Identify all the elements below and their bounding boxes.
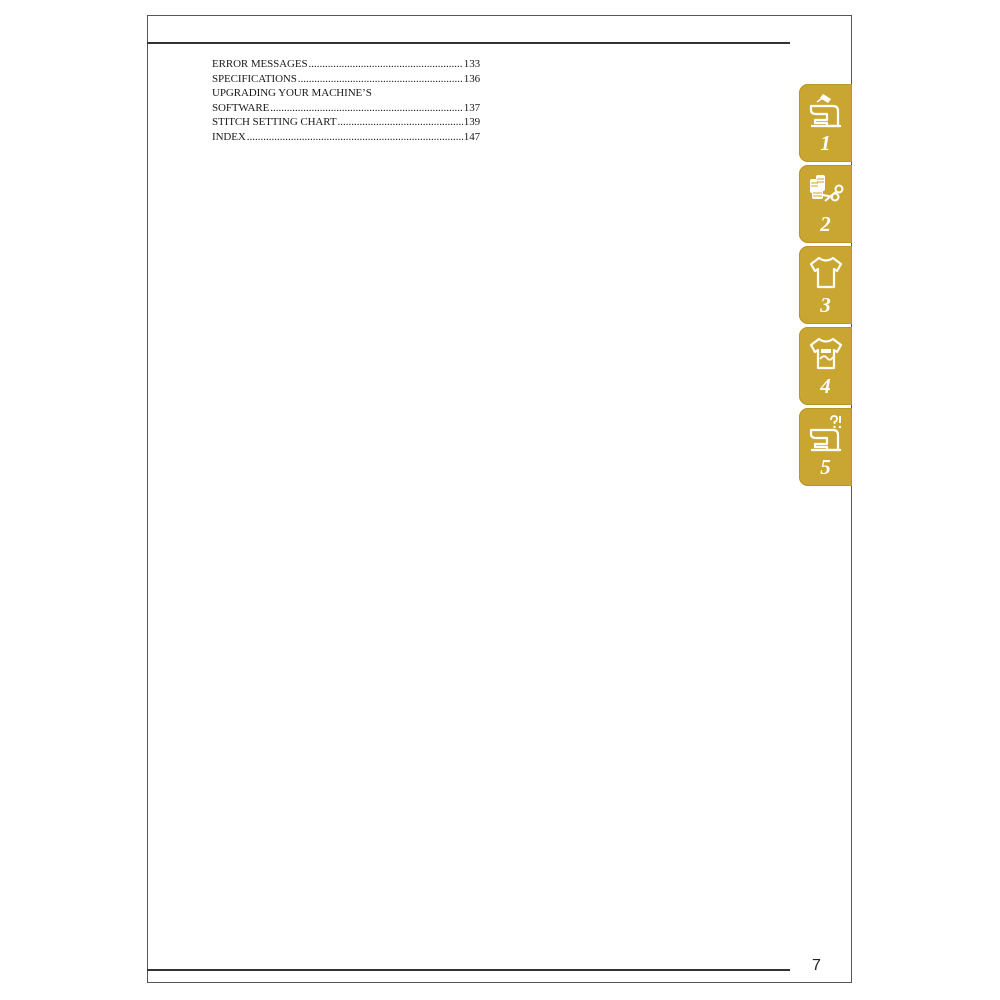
header-rule — [147, 42, 790, 44]
toc-entry-page: 137 — [463, 101, 480, 114]
tab-number: 4 — [820, 374, 831, 398]
toc-entry-label: SOFTWARE — [212, 101, 270, 114]
thread-spools-scissors-icon — [807, 171, 847, 211]
toc-entry-error-messages[interactable] — [212, 57, 480, 72]
toc-leader-dots — [270, 101, 463, 116]
toc-entry-label: STITCH SETTING CHART — [212, 116, 337, 129]
toc-entry-label: UPGRADING YOUR MACHINE’S — [212, 87, 372, 100]
toc-entry-stitch-setting-chart[interactable] — [212, 115, 480, 130]
tab-number: 5 — [820, 455, 831, 479]
toc-entry-upgrading[interactable] — [212, 86, 480, 101]
page-number: 7 — [812, 957, 821, 974]
toc-leader-dots — [308, 57, 462, 72]
sewing-machine-troubleshooting-icon — [807, 414, 845, 454]
toc-entry-page: 133 — [463, 58, 480, 70]
chapter-tab-5[interactable] — [799, 408, 852, 486]
toc-entry-page: 136 — [463, 72, 480, 85]
tab-number: 1 — [820, 131, 831, 155]
tab-number: 3 — [820, 293, 831, 317]
footer-rule — [147, 969, 790, 971]
sewing-machine-threading-icon — [807, 90, 845, 130]
toc-leader-dots — [337, 115, 462, 130]
table-of-contents — [212, 57, 480, 145]
toc-leader-dots — [247, 130, 463, 145]
toc-entry-specifications[interactable] — [212, 72, 480, 87]
chapter-tab-4[interactable] — [799, 327, 852, 405]
shirt-icon — [807, 252, 845, 292]
tab-number: 2 — [820, 212, 831, 236]
chapter-tab-1[interactable] — [799, 84, 852, 162]
toc-entry-label: ERROR MESSAGES — [212, 58, 308, 70]
toc-entry-page: 139 — [463, 116, 480, 129]
toc-entry-software[interactable] — [212, 101, 480, 116]
page-frame — [147, 15, 852, 983]
chapter-tab-2[interactable] — [799, 165, 852, 243]
toc-entry-label: INDEX — [212, 130, 246, 143]
toc-entry-page: 147 — [463, 130, 480, 143]
embroidered-shirt-icon — [807, 333, 845, 373]
toc-entry-index[interactable] — [212, 130, 480, 145]
toc-entry-label: SPECIFICATIONS — [212, 72, 297, 85]
chapter-tab-3[interactable] — [799, 246, 852, 324]
toc-leader-dots — [298, 72, 463, 87]
